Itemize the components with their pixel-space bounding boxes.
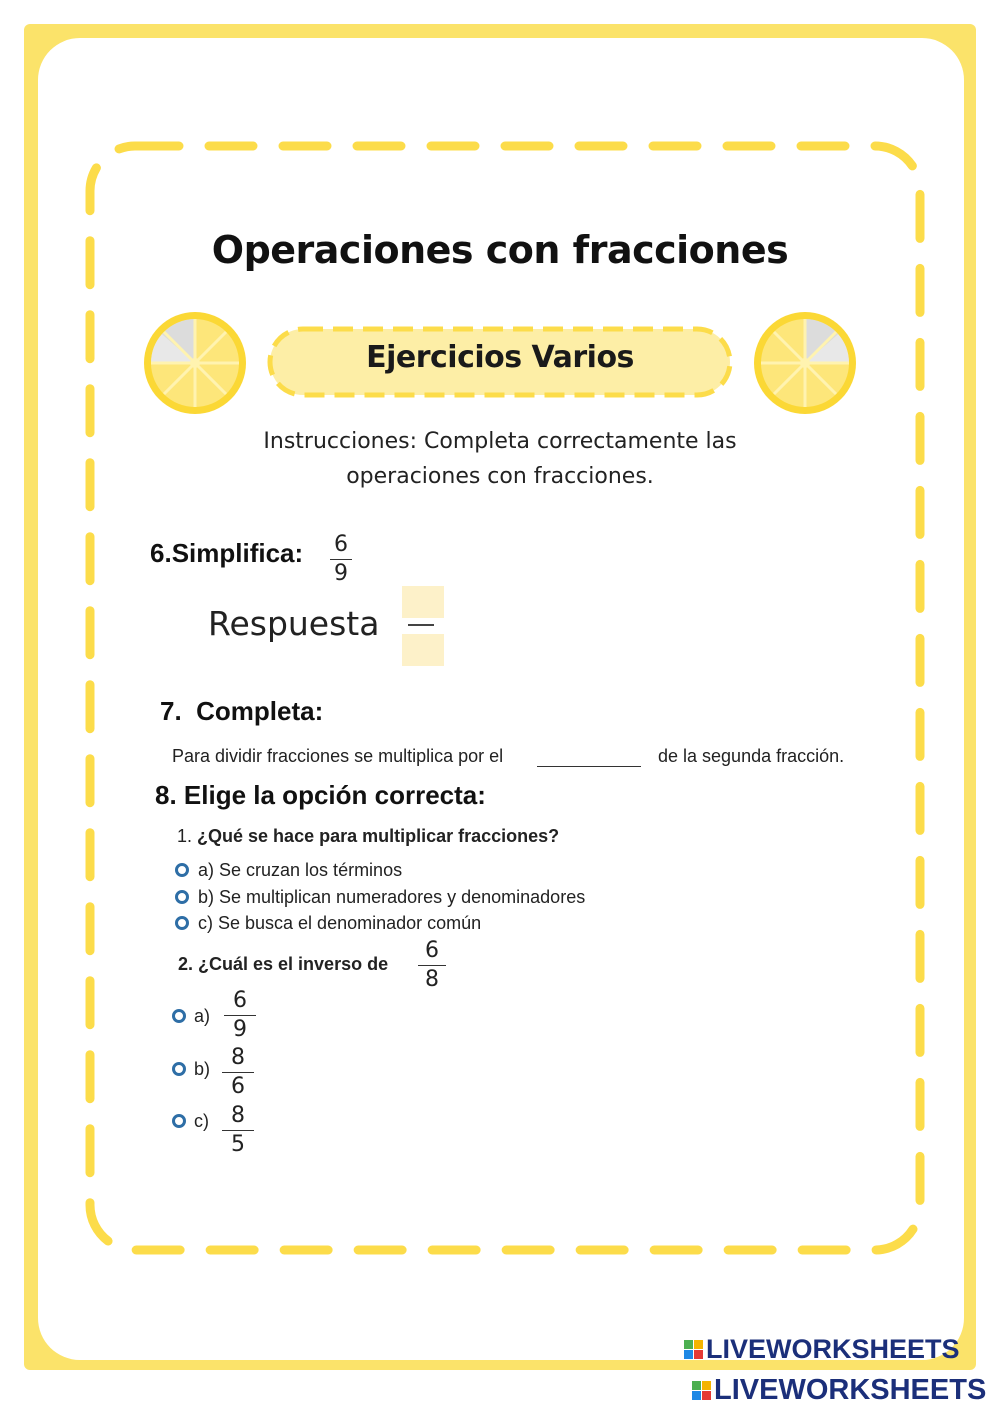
fraction-denominator: 9	[334, 561, 348, 586]
question-8-sub1-text: ¿Qué se hace para multiplicar fracciones?	[197, 826, 560, 846]
question-8-sub1	[177, 826, 559, 847]
option-a-label: a) Se cruzan los términos	[198, 860, 403, 880]
subtitle: Ejercicios Varios	[366, 340, 634, 375]
inverse-option-a-fraction	[224, 990, 256, 1041]
question-6-heading	[150, 538, 303, 569]
answer-label: Respuesta	[208, 604, 380, 643]
question-8-sub2-text: 2. ¿Cuál es el inverso de	[178, 954, 389, 974]
fraction-bar	[418, 965, 446, 966]
watermark-brand: LIVEWORKSHEETS	[714, 1374, 987, 1406]
watermark-brand: LIVEWORKSHEETS	[706, 1334, 960, 1364]
fraction-denominator: 5	[231, 1132, 245, 1157]
lemon-slice-right-icon	[750, 308, 860, 418]
radio-option-a[interactable]	[175, 863, 189, 877]
fraction-bar	[222, 1130, 254, 1131]
inverse-option-a-label: a)	[194, 1006, 211, 1026]
answer-fraction-bar	[408, 624, 434, 626]
fraction-numerator: 6	[334, 532, 348, 557]
worksheet-title: Operaciones con fracciones	[211, 228, 789, 272]
radio-inverse-option-b[interactable]	[172, 1062, 186, 1076]
instructions-line-2: operaciones con fracciones.	[346, 464, 654, 489]
question-7-number: 7.	[160, 696, 182, 726]
liveworksheets-logo-icon	[684, 1340, 703, 1359]
question-7-label: Completa:	[196, 696, 324, 726]
question-7-text-before: Para dividir fracciones se multiplica por el	[172, 746, 504, 766]
fraction-numerator: 6	[425, 938, 439, 963]
liveworksheets-watermark-2	[692, 1374, 986, 1407]
question-8-number: 8.	[155, 780, 177, 810]
radio-inverse-option-c[interactable]	[172, 1114, 186, 1128]
option-c-label: c) Se busca el denominador común	[198, 913, 482, 933]
question-6-label: Simplifica:	[171, 538, 304, 568]
instructions-line-1: Instrucciones: Completa correctamente las	[263, 429, 737, 454]
question-8-sub1-number: 1.	[177, 826, 193, 846]
lemon-slice-left-icon	[140, 308, 250, 418]
radio-option-c[interactable]	[175, 916, 189, 930]
fraction-numerator: 8	[231, 1045, 245, 1070]
instructions	[0, 424, 1000, 494]
question-8-heading	[155, 780, 486, 811]
radio-inverse-option-a[interactable]	[172, 1009, 186, 1023]
inverse-option-b-label: b)	[194, 1059, 211, 1079]
option-b-label: b) Se multiplican numeradores y denominadores	[198, 887, 586, 907]
liveworksheets-logo-icon	[692, 1381, 711, 1400]
question-6-number: 6.	[150, 538, 172, 568]
fraction-denominator: 8	[425, 967, 439, 992]
inverse-option-b-fraction	[222, 1047, 254, 1098]
fraction-bar	[224, 1015, 256, 1016]
answer-denominator-input[interactable]	[402, 634, 444, 666]
question-7-blank-input[interactable]	[537, 744, 645, 768]
question-6-fraction	[330, 534, 352, 585]
question-7-text-after: de la segunda fracción.	[658, 746, 845, 766]
fraction-bar	[222, 1072, 254, 1073]
answer-numerator-input[interactable]	[402, 586, 444, 618]
fraction-numerator: 8	[231, 1103, 245, 1128]
fraction-numerator: 6	[233, 988, 247, 1013]
question-8-sub2-fraction	[418, 940, 446, 991]
fraction-bar	[330, 559, 352, 560]
radio-option-b[interactable]	[175, 890, 189, 904]
fraction-denominator: 6	[231, 1074, 245, 1099]
liveworksheets-watermark	[684, 1334, 960, 1365]
inverse-option-c-fraction	[222, 1105, 254, 1156]
question-7-heading	[160, 696, 323, 727]
question-8-label: Elige la opción correcta:	[183, 780, 486, 810]
question-7-blank-line	[537, 766, 641, 767]
inverse-option-c-label: c)	[194, 1111, 209, 1131]
fraction-denominator: 9	[233, 1017, 247, 1042]
